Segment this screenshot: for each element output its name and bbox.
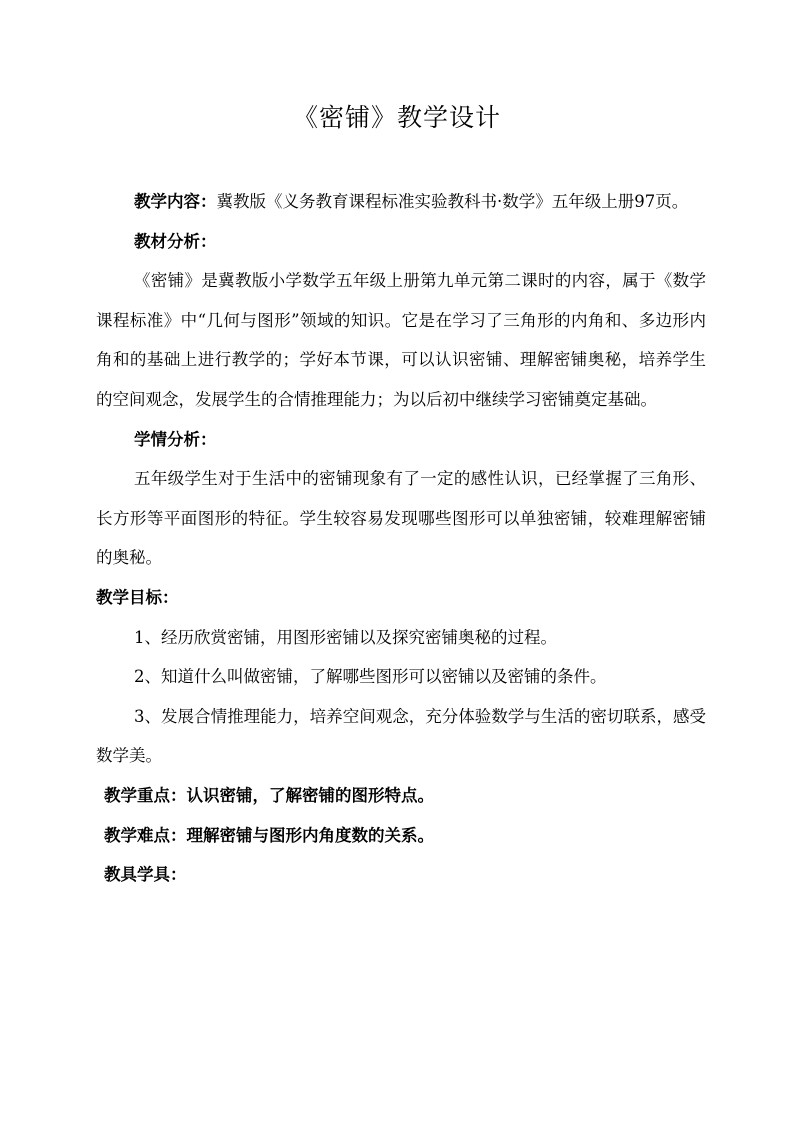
document-title: 《密铺》教学设计 [292, 103, 501, 132]
student-analysis-label: 学情分析： [134, 429, 217, 449]
goal-item-1: 1、经历欣赏密铺，用图形密铺以及探究密铺奥秘的过程。 [134, 627, 557, 647]
teaching-goals-heading: 教学目标： [96, 587, 179, 607]
material-analysis-label: 教材分析： [134, 231, 217, 251]
key-point-paragraph [96, 776, 706, 816]
goal-item-3: 3、发展合情推理能力，培养空间观念，充分体验数学与生活的密切联系，感受数学美。 [96, 706, 706, 766]
key-point-label: 教学重点： [104, 785, 187, 805]
difficult-point-label: 教学难点： [104, 825, 187, 845]
teaching-content-label: 教学内容： [134, 192, 217, 211]
material-analysis-heading [96, 222, 706, 262]
material-analysis-paragraph: 《密铺》是冀教版小学数学五年级上册第九单元第二课时的内容，属于《数学课程标准》中“几何与图形”领域的知识。它是在学习了三角形的内角和、多边形内角和的基础上进行教学的；学好本节课，可以认识密铺、理解密铺奥秘，培养学生的空间观念，发展学生的合情推理能力；为以后初中继续学习密铺奠定基础。 [96, 271, 706, 409]
difficult-point-paragraph [96, 816, 706, 856]
teaching-content-paragraph [96, 182, 706, 222]
goal-item-2: 2、知道什么叫做密铺，了解哪些图形可以密铺以及密铺的条件。 [134, 667, 607, 687]
key-point-text: 认识密铺，了解密铺的图形特点。 [186, 785, 434, 805]
document-body [96, 182, 706, 895]
tools-heading: 教具学具： [104, 865, 187, 885]
student-analysis-paragraph: 五年级学生对于生活中的密铺现象有了一定的感性认识，已经掌握了三角形、长方形等平面图形的特征。学生较容易发现哪些图形可以单独密铺，较难理解密铺的奥秘。 [96, 469, 706, 568]
student-analysis-heading [96, 420, 706, 460]
difficult-point-text: 理解密铺与图形内角度数的关系。 [186, 825, 434, 845]
teaching-content-text: 冀教版《义务教育课程标准实验教科书·数学》五年级上册97页。 [216, 192, 689, 211]
